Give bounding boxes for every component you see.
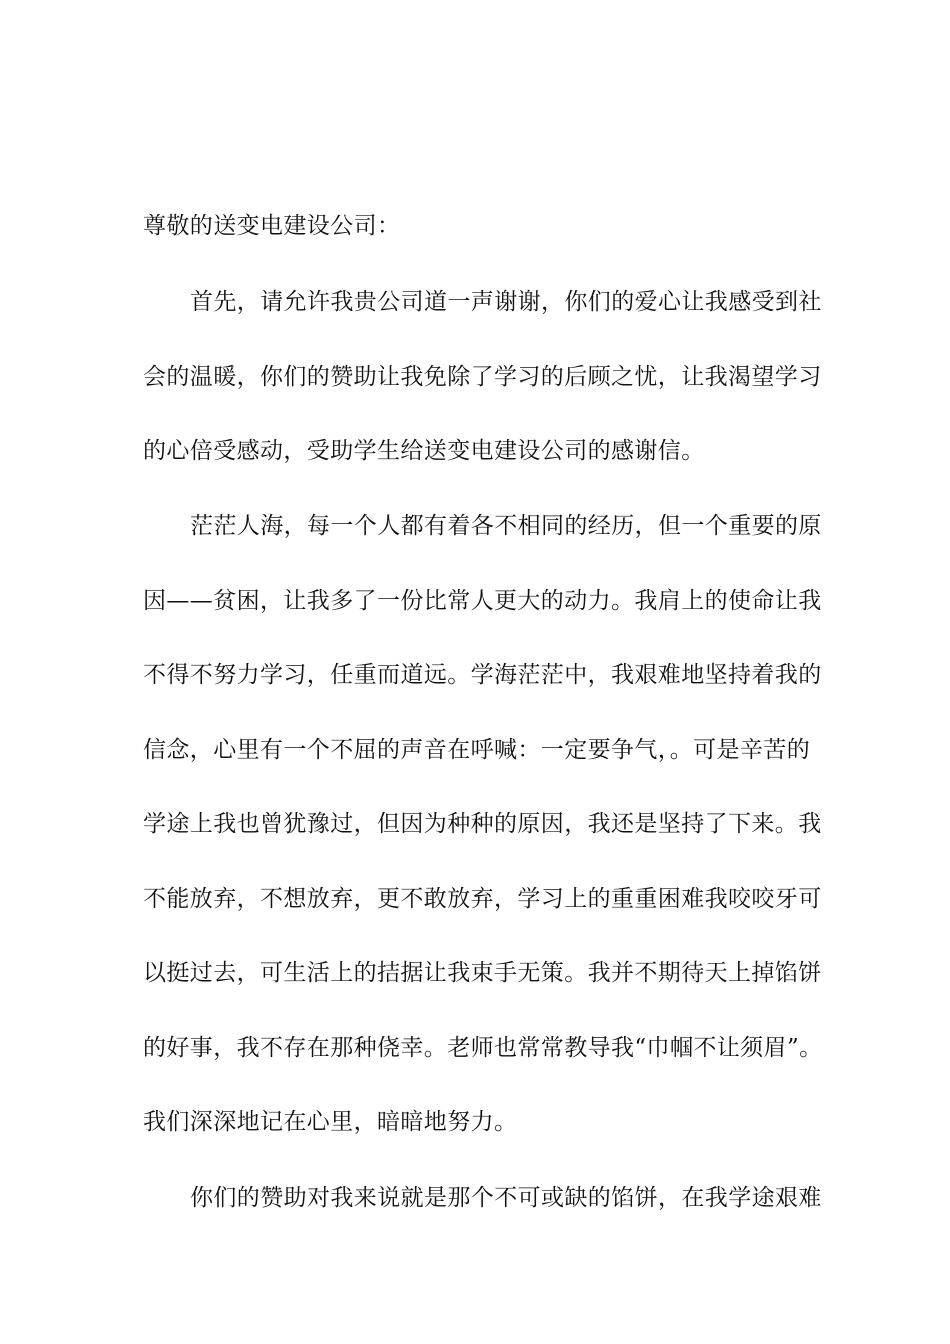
- paragraph-line: 的心倍受感动，受助学生给送变电建设公司的感谢信。: [143, 438, 705, 464]
- paragraph-line: 你们的赞助对我来说就是那个不可或缺的馅饼，在我学途艰难: [190, 1185, 822, 1211]
- paragraph-line: 以挺过去，可生活上的拮据让我束手无策。我并不期待天上掉馅饼: [143, 960, 822, 986]
- paragraph-line: 不能放弃，不想放弃，更不敢放弃，学习上的重重困难我咬咬牙可: [143, 886, 822, 912]
- paragraph-line: 茫茫人海，每一个人都有着各不相同的经历，但一个重要的原: [190, 513, 822, 539]
- salutation: 尊敬的送变电建设公司：: [143, 213, 401, 239]
- paragraph-line: 因——贫困，让我多了一份比常人更大的动力。我肩上的使命让我: [143, 588, 822, 614]
- paragraph-line: 不得不努力学习，任重而道远。学海茫茫中，我艰难地坚持着我的: [143, 662, 822, 688]
- paragraph-line: 首先，请允许我贵公司道一声谢谢，你们的爱心让我感受到社: [190, 289, 822, 315]
- paragraph-line: 信念，心里有一个不屈的声音在呼喊：一定要争气，。可是辛苦的: [143, 737, 811, 763]
- paragraph-line: 的好事，我不存在那种侥幸。老师也常常教导我“巾帼不让须眉”。: [143, 1035, 823, 1061]
- paragraph-line: 会的温暖，你们的赞助让我免除了学习的后顾之忧，让我渴望学习: [143, 364, 822, 390]
- paragraph-line: 我们深深地记在心里，暗暗地努力。: [143, 1109, 518, 1135]
- paragraph-line: 学途上我也曾犹豫过，但因为种种的原因，我还是坚持了下来。我: [143, 811, 822, 837]
